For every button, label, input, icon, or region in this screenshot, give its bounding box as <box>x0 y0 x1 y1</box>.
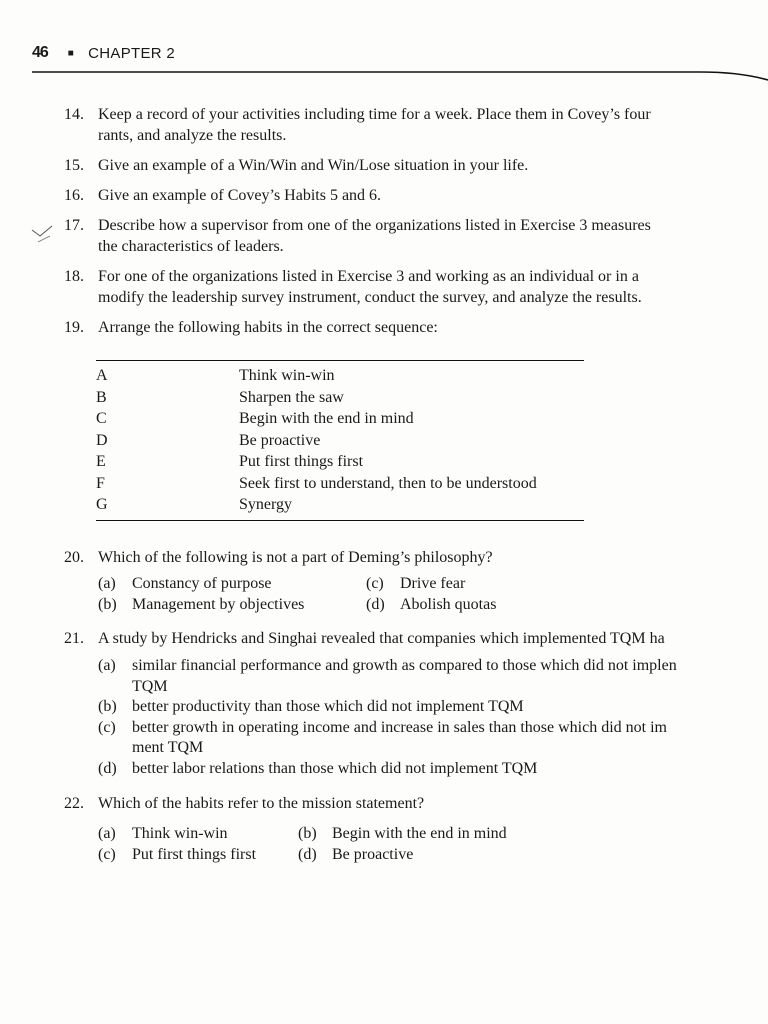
option-label: (d) <box>98 759 117 777</box>
question-number: 16. <box>64 187 84 204</box>
habit-name: Seek first to understand, then to be understood <box>239 474 537 492</box>
option <box>366 594 606 615</box>
option-label: (c) <box>366 575 384 592</box>
habit-name: Be proactive <box>239 431 321 449</box>
question-22 <box>64 795 764 865</box>
question-20 <box>64 549 764 615</box>
question-text: Arrange the following habits in the correct sequence: <box>98 319 438 336</box>
option <box>98 823 298 844</box>
option <box>98 573 366 594</box>
habit-letter: A <box>96 367 108 384</box>
table-row <box>96 408 584 430</box>
question-number: 18. <box>64 268 84 285</box>
option-text: Be proactive <box>332 846 414 863</box>
habit-letter: G <box>96 496 108 513</box>
question-19 <box>64 317 764 338</box>
option <box>298 844 558 865</box>
page-number: 46 <box>32 44 48 61</box>
question-15 <box>64 155 764 176</box>
table-bottom-rule <box>96 520 584 521</box>
question-17 <box>64 215 764 257</box>
option-label: (a) <box>98 657 116 674</box>
question-text: A study by Hendricks and Singhai revealed that companies which implemented TQM ha <box>98 630 665 647</box>
page-header <box>32 44 175 62</box>
question-text: For one of the organizations listed in Exercise 3 and working as an individual or in a modify the leadership survey instrument, conduct the survey, and analyze the results. <box>98 268 642 306</box>
option-label: (a) <box>98 825 116 842</box>
question-number: 20. <box>64 549 84 566</box>
question-list <box>64 104 764 347</box>
option <box>98 844 298 865</box>
option-label: (c) <box>98 846 116 863</box>
option <box>366 573 606 594</box>
option-label: (c) <box>98 718 116 736</box>
option-label: (a) <box>98 575 116 592</box>
option-text: Begin with the end in mind <box>332 825 507 842</box>
option-text: Drive fear <box>400 575 466 592</box>
option-text: better growth in operating income and increase in sales than those which did not im ment TQM <box>132 718 667 756</box>
table-row <box>96 430 584 452</box>
option-label: (b) <box>98 596 117 613</box>
option-text: Constancy of purpose <box>132 575 272 592</box>
option-label: (b) <box>298 825 317 842</box>
option-text: Put first things first <box>132 846 257 863</box>
header-rule <box>0 68 768 82</box>
table-row <box>96 451 584 473</box>
habit-name: Sharpen the saw <box>239 388 344 406</box>
question-21 <box>64 630 764 779</box>
question-number: 15. <box>64 157 84 174</box>
question-14 <box>64 104 764 146</box>
options-grid <box>98 823 764 865</box>
habit-letter: E <box>96 453 106 470</box>
question-number: 21. <box>64 630 84 647</box>
handwritten-mark <box>30 222 60 246</box>
option <box>98 697 764 718</box>
chapter-title: CHAPTER 2 <box>88 44 176 62</box>
question-number: 22. <box>64 795 84 812</box>
question-text: Give an example of Covey’s Habits 5 and 6. <box>98 187 382 204</box>
habit-name: Put first things first <box>239 453 364 470</box>
table-row <box>96 365 584 387</box>
habits-table <box>96 360 584 521</box>
option <box>98 718 764 759</box>
habit-letter: B <box>96 388 107 406</box>
habit-name: Synergy <box>239 496 293 513</box>
option-label: (d) <box>298 846 317 863</box>
question-18 <box>64 266 764 308</box>
option <box>98 656 764 697</box>
question-number: 14. <box>64 106 84 123</box>
option <box>98 594 366 615</box>
option-label: (d) <box>366 596 385 613</box>
option-text: Think win-win <box>132 825 228 842</box>
option <box>298 823 558 844</box>
option-text: Management by objectives <box>132 596 305 613</box>
question-number: 17. <box>64 217 84 234</box>
table-row <box>96 387 584 409</box>
table-row <box>96 494 584 516</box>
question-number: 19. <box>64 319 84 336</box>
habit-letter: F <box>96 474 105 492</box>
option-text: Abolish quotas <box>400 596 497 613</box>
table-row <box>96 473 584 495</box>
options-list <box>98 656 764 779</box>
question-text: Give an example of a Win/Win and Win/Lose situation in your life. <box>98 157 529 174</box>
question-16 <box>64 185 764 206</box>
question-text: Which of the habits refer to the mission statement? <box>98 795 425 812</box>
table-top-rule <box>96 360 584 361</box>
question-text: Keep a record of your activities including time for a week. Place them in Covey’s four rants, and analyze the results. <box>98 106 651 144</box>
option-text: similar financial performance and growth as compared to those which did not implen TQM <box>132 657 677 695</box>
habit-name: Think win-win <box>239 367 335 384</box>
options-grid <box>98 573 764 615</box>
habit-name: Begin with the end in mind <box>239 410 414 427</box>
habit-letter: D <box>96 431 108 449</box>
question-text: Which of the following is not a part of Deming’s philosophy? <box>98 549 493 566</box>
question-text: Describe how a supervisor from one of the organizations listed in Exercise 3 measures the characteristics of leaders. <box>98 217 651 255</box>
option-text: better productivity than those which did not implement TQM <box>132 698 524 715</box>
option-label: (b) <box>98 698 117 715</box>
option-text: better labor relations than those which did not implement TQM <box>132 759 538 777</box>
option <box>98 759 764 780</box>
header-bullet: ■ <box>67 47 75 59</box>
habit-letter: C <box>96 410 107 427</box>
